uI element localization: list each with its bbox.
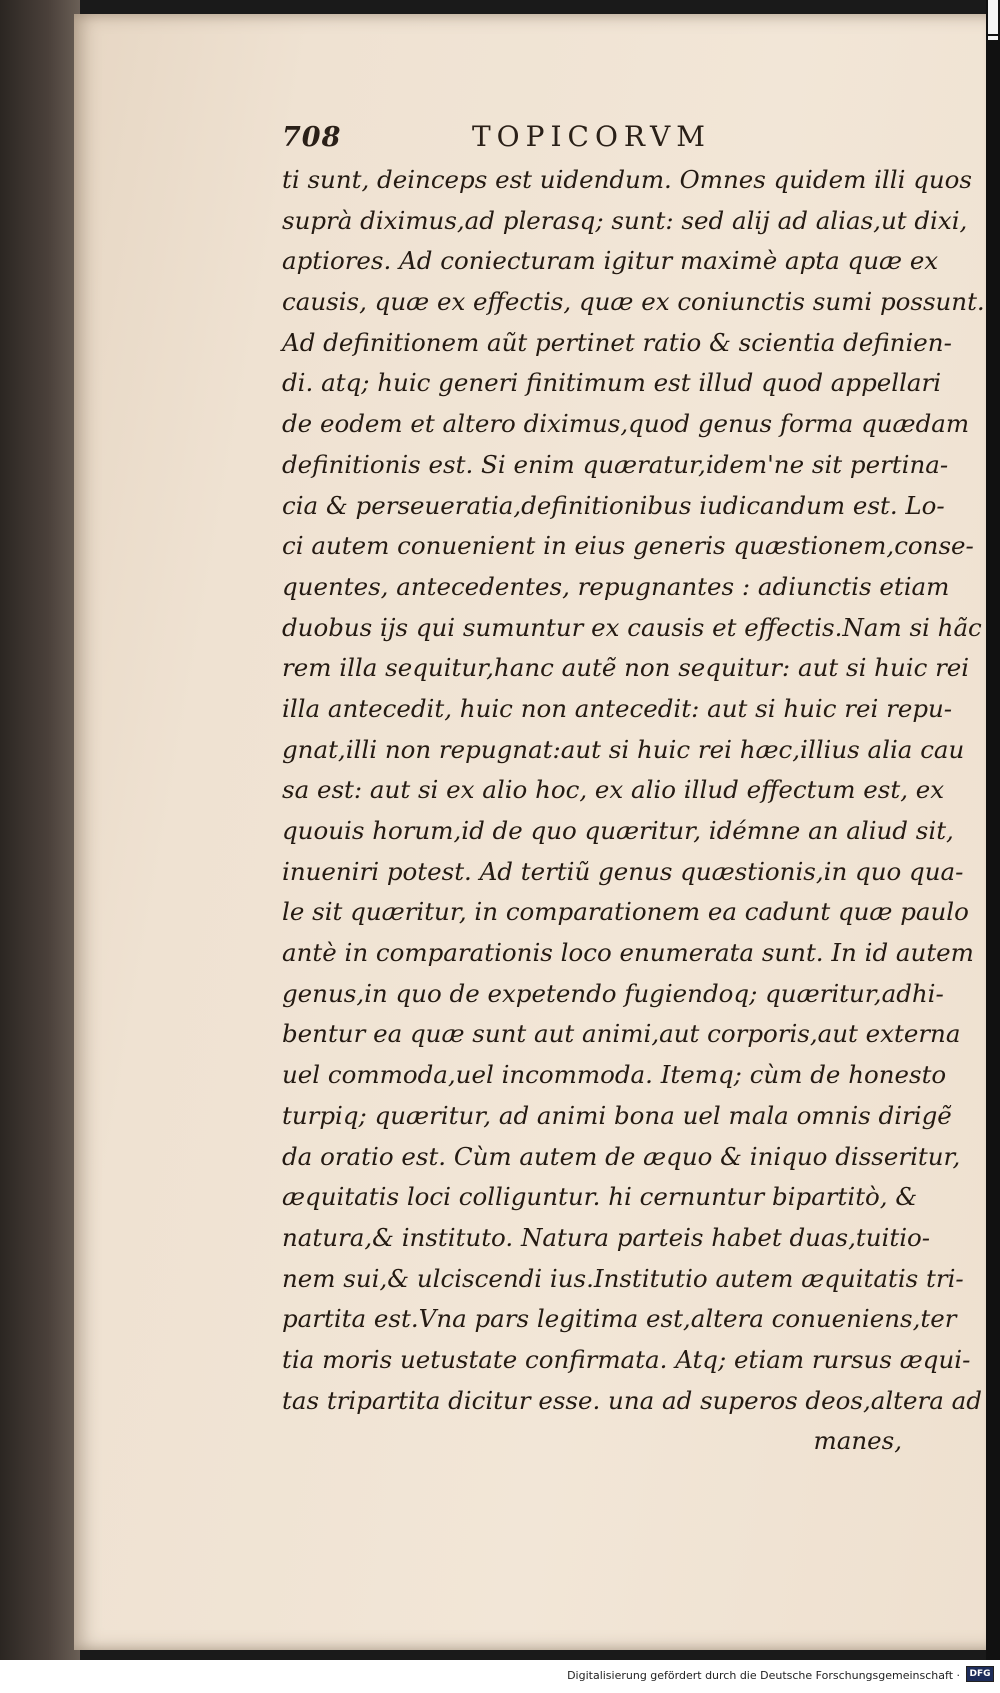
text-line: cia & perseueratia,definitionibus iudicandum est. Lo- (282, 490, 945, 520)
text-line: bentur ea quæ sunt aut animi,aut corporis,aut externa (282, 1019, 961, 1049)
text-line: da oratio est. Cùm autem de æquo & iniquo disseritur, (282, 1141, 961, 1171)
scan-edge-tab (988, 0, 998, 34)
text-line: genus,in quo de expetendo fugiendoq; quæritur,adhi- (282, 978, 944, 1008)
text-line: causis, quæ ex effectis, quæ ex coniunctis sumi possunt. (282, 287, 985, 317)
text-line: definitionis est. Si enim quæratur,idem'ne sit pertina- (282, 449, 949, 479)
text-line: illa antecedit, huic non antecedit: aut si huic rei repu- (282, 693, 953, 723)
text-line: tia moris uetustate confirmata. Atq; etiam rursus æqui- (282, 1344, 971, 1374)
text-line: rem illa sequitur,hanc autẽ non sequitur: aut si huic rei (282, 653, 970, 683)
text-line: duobus ijs qui sumuntur ex causis et effectis.Nam si hãc (282, 612, 982, 642)
text-line: Ad definitionem aũt pertinet ratio & scientia definien- (282, 327, 952, 357)
body-text (282, 160, 985, 1462)
text-line: tas tripartita dicitur esse. una ad superos deos,altera ad (282, 1385, 982, 1415)
dfg-logo-icon: DFG (966, 1666, 994, 1682)
page-header (282, 120, 892, 160)
text-line: aptiores. Ad coniecturam igitur maximè apta quæ ex (282, 246, 939, 276)
text-line: turpiq; quæritur, ad animi bona uel mala omnis dirigẽ (282, 1100, 952, 1130)
catchword: manes, (813, 1426, 902, 1456)
text-line: le sit quæritur, in comparationem ea cadunt quæ paulo (282, 897, 969, 927)
book-gutter-shadow (0, 0, 80, 1660)
text-line: æquitatis loci colliguntur. hi cernuntur bipartitò, & (282, 1182, 918, 1212)
text-line: sa est: aut si ex alio hoc, ex alio illud effectum est, ex (282, 775, 945, 805)
text-line: natura,& instituto. Natura parteis habet duas,tuitio- (282, 1222, 931, 1252)
text-line: ti sunt, deinceps est uidendum. Omnes quidem illi quos (282, 165, 973, 194)
text-line: di. atq; huic generi finitimum est illud quod appellari (282, 368, 942, 398)
text-line: inueniri potest. Ad tertiũ genus quæstionis,in quo qua- (282, 856, 964, 886)
footer (0, 1660, 1000, 1693)
text-line: antè in comparationis loco enumerata sunt. In id autem (282, 938, 974, 968)
text-line: gnat,illi non repugnat:aut si huic rei hæc,illius alia cau (282, 734, 965, 764)
text-line: nem sui,& ulciscendi ius.Institutio autem æquitatis tri- (282, 1263, 964, 1293)
text-line: partita est.Vna pars legitima est,altera conueniens,ter (282, 1304, 957, 1334)
funding-credit: Digitalisierung gefördert durch die Deutsche Forschungsgemeinschaft · (567, 1669, 960, 1682)
text-line: quouis horum,id de quo quæritur, idémne an aliud sit, (282, 816, 954, 845)
text-line: ci autem conuenient in eius generis quæstionem,conse- (282, 531, 974, 561)
scan-edge-strip (986, 0, 1000, 1660)
page-number: 708 (282, 122, 342, 153)
text-line: suprà diximus,ad plerasq; sunt: sed alij ad alias,ut dixi, (282, 205, 968, 235)
scan-edge-tab (988, 36, 998, 40)
text-line: de eodem et altero diximus,quod genus forma quædam (282, 409, 970, 439)
running-head: TOPICORVM (472, 120, 711, 153)
text-line: uel commoda,uel incommoda. Itemq; cùm de honesto (282, 1060, 947, 1090)
text-line: quentes, antecedentes, repugnantes : adiunctis etiam (282, 571, 950, 601)
